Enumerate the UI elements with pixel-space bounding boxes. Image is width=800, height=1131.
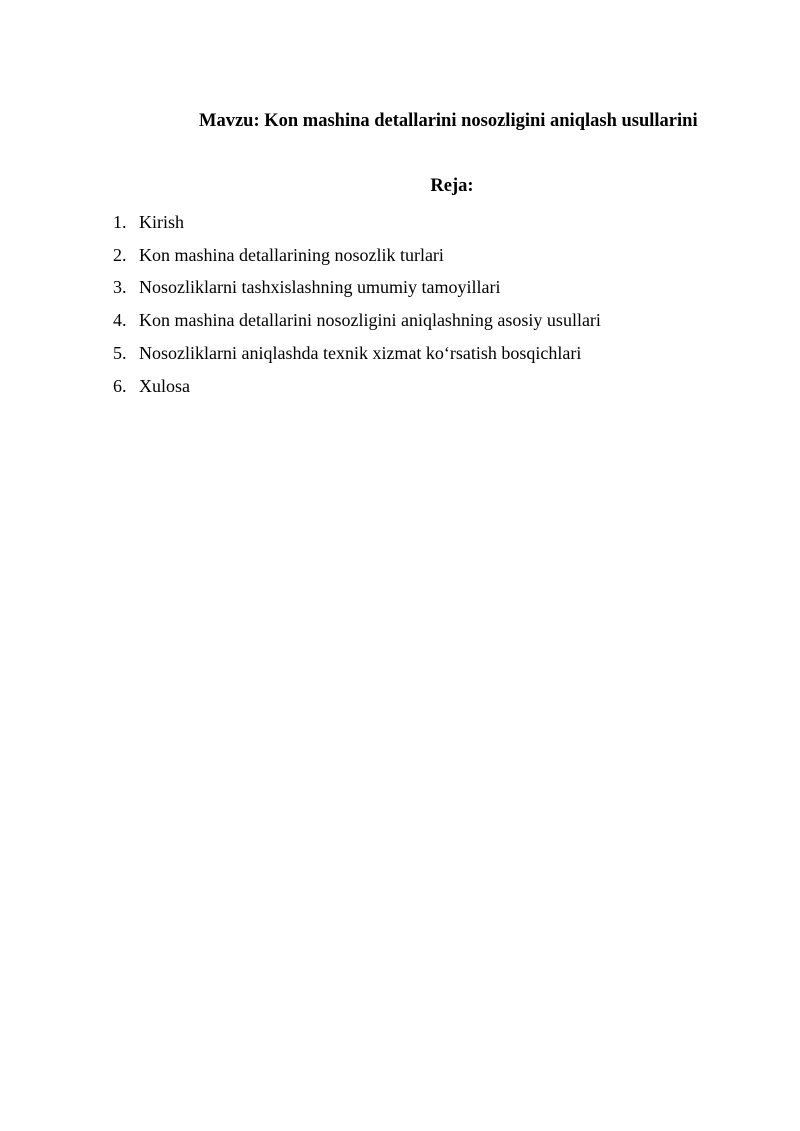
- plan-item: [113, 337, 601, 370]
- plan-item-text: Kirish: [139, 211, 184, 232]
- plan-item-text: Nosozliklarni tashxislashning umumiy tamoyillari: [139, 277, 501, 298]
- plan-item-number: 5.: [113, 343, 127, 364]
- plan-item-text: Kon mashina detallarini nosozligini aniqlashning asosiy usullari: [139, 310, 601, 331]
- plan-item-text: Xulosa: [139, 375, 190, 396]
- plan-item: [113, 304, 601, 337]
- plan-item-number: 1.: [113, 211, 127, 232]
- plan-item-text: Nosozliklarni aniqlashda texnik xizmat koʻrsatish bosqichlari: [139, 343, 582, 364]
- plan-item: [113, 206, 601, 239]
- plan-list: [113, 206, 601, 403]
- document-title: Mavzu: Kon mashina detallarini nosozligini aniqlash usullarini: [199, 111, 698, 131]
- plan-item-number: 2.: [113, 244, 127, 265]
- plan-item: [113, 370, 601, 403]
- plan-item-number: 6.: [113, 375, 127, 396]
- plan-item: [113, 239, 601, 272]
- plan-item-number: 4.: [113, 310, 127, 331]
- plan-item: [113, 272, 601, 305]
- plan-item-text: Kon mashina detallarining nosozlik turlari: [139, 244, 444, 265]
- plan-item-number: 3.: [113, 277, 127, 298]
- plan-heading: Reja:: [430, 176, 474, 196]
